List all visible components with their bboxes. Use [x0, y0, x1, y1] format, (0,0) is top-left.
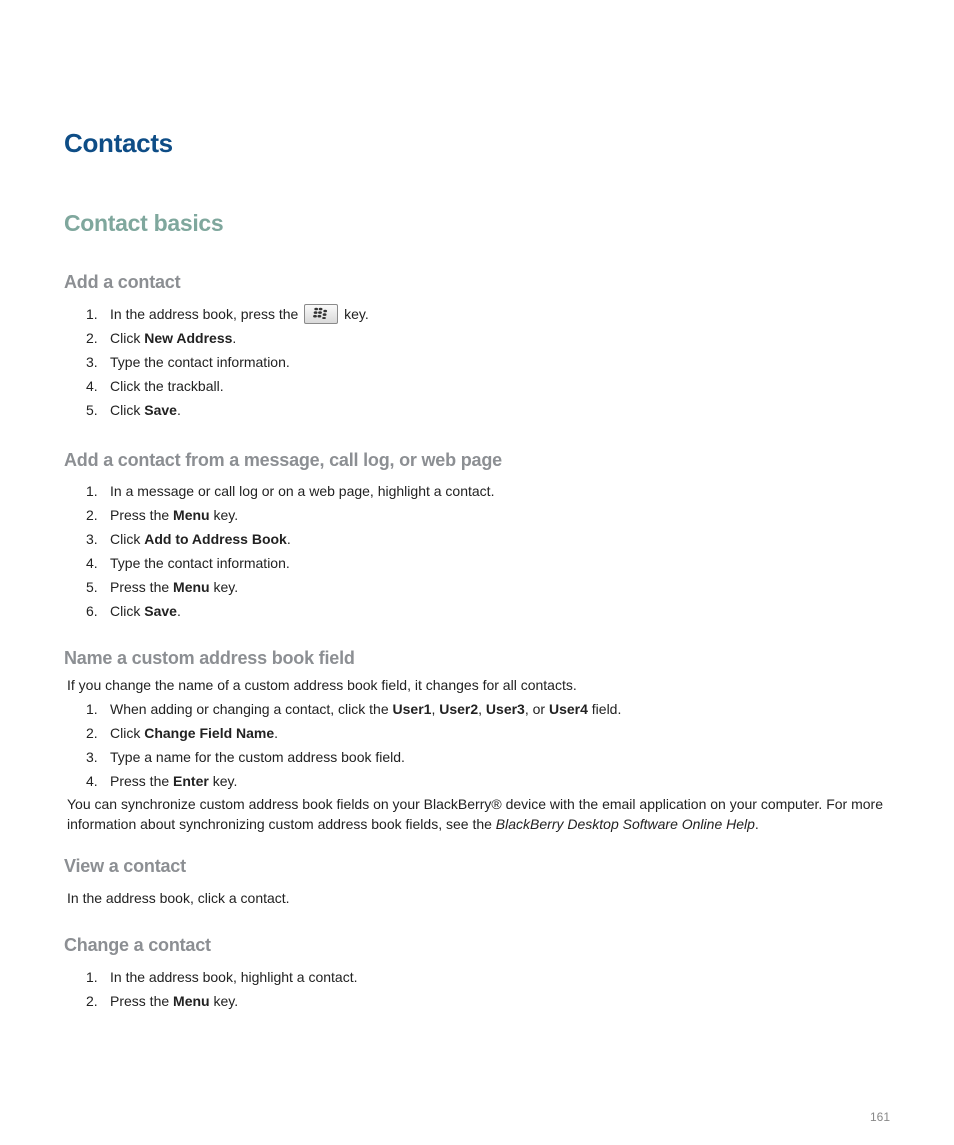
custom-field-intro: If you change the name of a custom address book field, it changes for all contacts. [67, 677, 577, 693]
step-number: 2. [86, 725, 98, 741]
step-text-post: . [286, 531, 291, 547]
step-number: 4. [86, 555, 98, 571]
steps-custom-field [0, 697, 900, 793]
heading-change-contact: Change a contact [64, 935, 211, 955]
ui-label: Enter [173, 773, 209, 789]
step-text-post: . [232, 330, 237, 346]
ui-label: User1 [392, 701, 432, 717]
ui-label: Change Field Name [144, 725, 275, 741]
step-text: Type the contact information. [110, 555, 290, 571]
step-number: 3. [86, 531, 98, 547]
heading-view-contact: View a contact [64, 856, 186, 876]
step-item [0, 350, 900, 374]
step-number: 1. [86, 483, 98, 499]
ui-label: New Address [144, 330, 233, 346]
step-text-post: . [176, 603, 181, 619]
step-number: 2. [86, 330, 98, 346]
step-number: 5. [86, 579, 98, 595]
ui-label: Menu [173, 993, 210, 1009]
step-item [0, 989, 900, 1013]
page-title: Contacts [64, 128, 173, 158]
step-text: Click the trackball. [110, 378, 224, 394]
ui-label: User3 [485, 701, 525, 717]
step-item [0, 503, 900, 527]
step-text [110, 989, 238, 1013]
step-text: In the address book, highlight a contact. [110, 969, 358, 985]
step-text: Type the contact information. [110, 354, 290, 370]
step-number: 4. [86, 378, 98, 394]
step-text-post: key. [209, 579, 239, 595]
ui-label: Add to Address Book [144, 531, 287, 547]
ui-label: Menu [173, 507, 210, 523]
step-item [0, 551, 900, 575]
step-item [0, 721, 900, 745]
step-text [110, 769, 237, 793]
step-text-pre: When adding or changing a contact, click the [110, 701, 393, 717]
separator: , [431, 701, 440, 717]
step-text-post: key. [209, 507, 239, 523]
step-text-pre: In the address book, press the [110, 306, 299, 322]
step-text-pre: Click [110, 531, 145, 547]
step-text [110, 575, 238, 599]
step-item [0, 479, 900, 503]
step-item [0, 965, 900, 989]
step-item [0, 599, 900, 623]
step-text-post: field. [587, 701, 622, 717]
step-number: 6. [86, 603, 98, 619]
heading-custom-field: Name a custom address book field [64, 648, 355, 668]
step-item [0, 326, 900, 350]
note-text: You can synchronize custom address book fields on your BlackBerry® device with the email application on your computer. For more information about synchronizing custom address book fields, see the [67, 796, 883, 832]
step-text [110, 503, 238, 527]
custom-field-note [67, 794, 887, 834]
step-number: 2. [86, 993, 98, 1009]
step-text-post: . [176, 402, 181, 418]
step-text: Type a name for the custom address book field. [110, 749, 405, 765]
ui-label: Menu [173, 579, 210, 595]
separator: , or [524, 701, 549, 717]
step-text [110, 398, 181, 422]
step-text-pre: Click [110, 603, 145, 619]
step-text: In a message or call log or on a web page, highlight a contact. [110, 483, 495, 499]
step-item [0, 745, 900, 769]
step-number: 5. [86, 402, 98, 418]
step-item [0, 302, 900, 326]
step-text-pre: Click [110, 402, 145, 418]
step-item [0, 398, 900, 422]
step-text-post: key. [344, 306, 369, 322]
page-number: 161 [869, 1110, 890, 1124]
ui-label: Save [144, 402, 177, 418]
step-text [110, 721, 278, 745]
step-item [0, 575, 900, 599]
step-text [110, 599, 181, 623]
step-number: 4. [86, 773, 98, 789]
step-text-post: key. [208, 773, 238, 789]
step-text-pre: Press the [110, 773, 174, 789]
ui-label: User4 [548, 701, 588, 717]
note-text-end: . [754, 816, 759, 832]
step-number: 2. [86, 507, 98, 523]
ui-label: Save [144, 603, 177, 619]
step-text-pre: Press the [110, 579, 174, 595]
step-number: 1. [86, 306, 98, 322]
heading-add-contact: Add a contact [64, 272, 181, 292]
step-number: 3. [86, 354, 98, 370]
step-text [110, 527, 291, 551]
step-text-pre: Click [110, 330, 145, 346]
step-number: 1. [86, 701, 98, 717]
step-text-pre: Press the [110, 507, 174, 523]
step-number: 1. [86, 969, 98, 985]
step-text-pre: Press the [110, 993, 174, 1009]
steps-add-contact [0, 302, 900, 422]
step-text [110, 302, 369, 326]
step-item [0, 769, 900, 793]
ui-label: User2 [439, 701, 479, 717]
section-title: Contact basics [64, 210, 224, 236]
steps-add-from-message [0, 479, 900, 623]
step-item [0, 697, 900, 721]
step-text-pre: Click [110, 725, 145, 741]
blackberry-menu-key-icon [304, 304, 338, 324]
steps-change-contact [0, 965, 900, 1013]
step-item [0, 527, 900, 551]
separator: , [478, 701, 486, 717]
help-reference: BlackBerry Desktop Software Online Help [495, 816, 755, 832]
heading-add-from-message: Add a contact from a message, call log, or web page [64, 450, 502, 470]
step-text [110, 697, 621, 721]
step-number: 3. [86, 749, 98, 765]
step-text [110, 326, 236, 350]
step-text-post: . [274, 725, 279, 741]
step-item [0, 374, 900, 398]
step-text-post: key. [209, 993, 239, 1009]
view-contact-text: In the address book, click a contact. [67, 890, 290, 906]
